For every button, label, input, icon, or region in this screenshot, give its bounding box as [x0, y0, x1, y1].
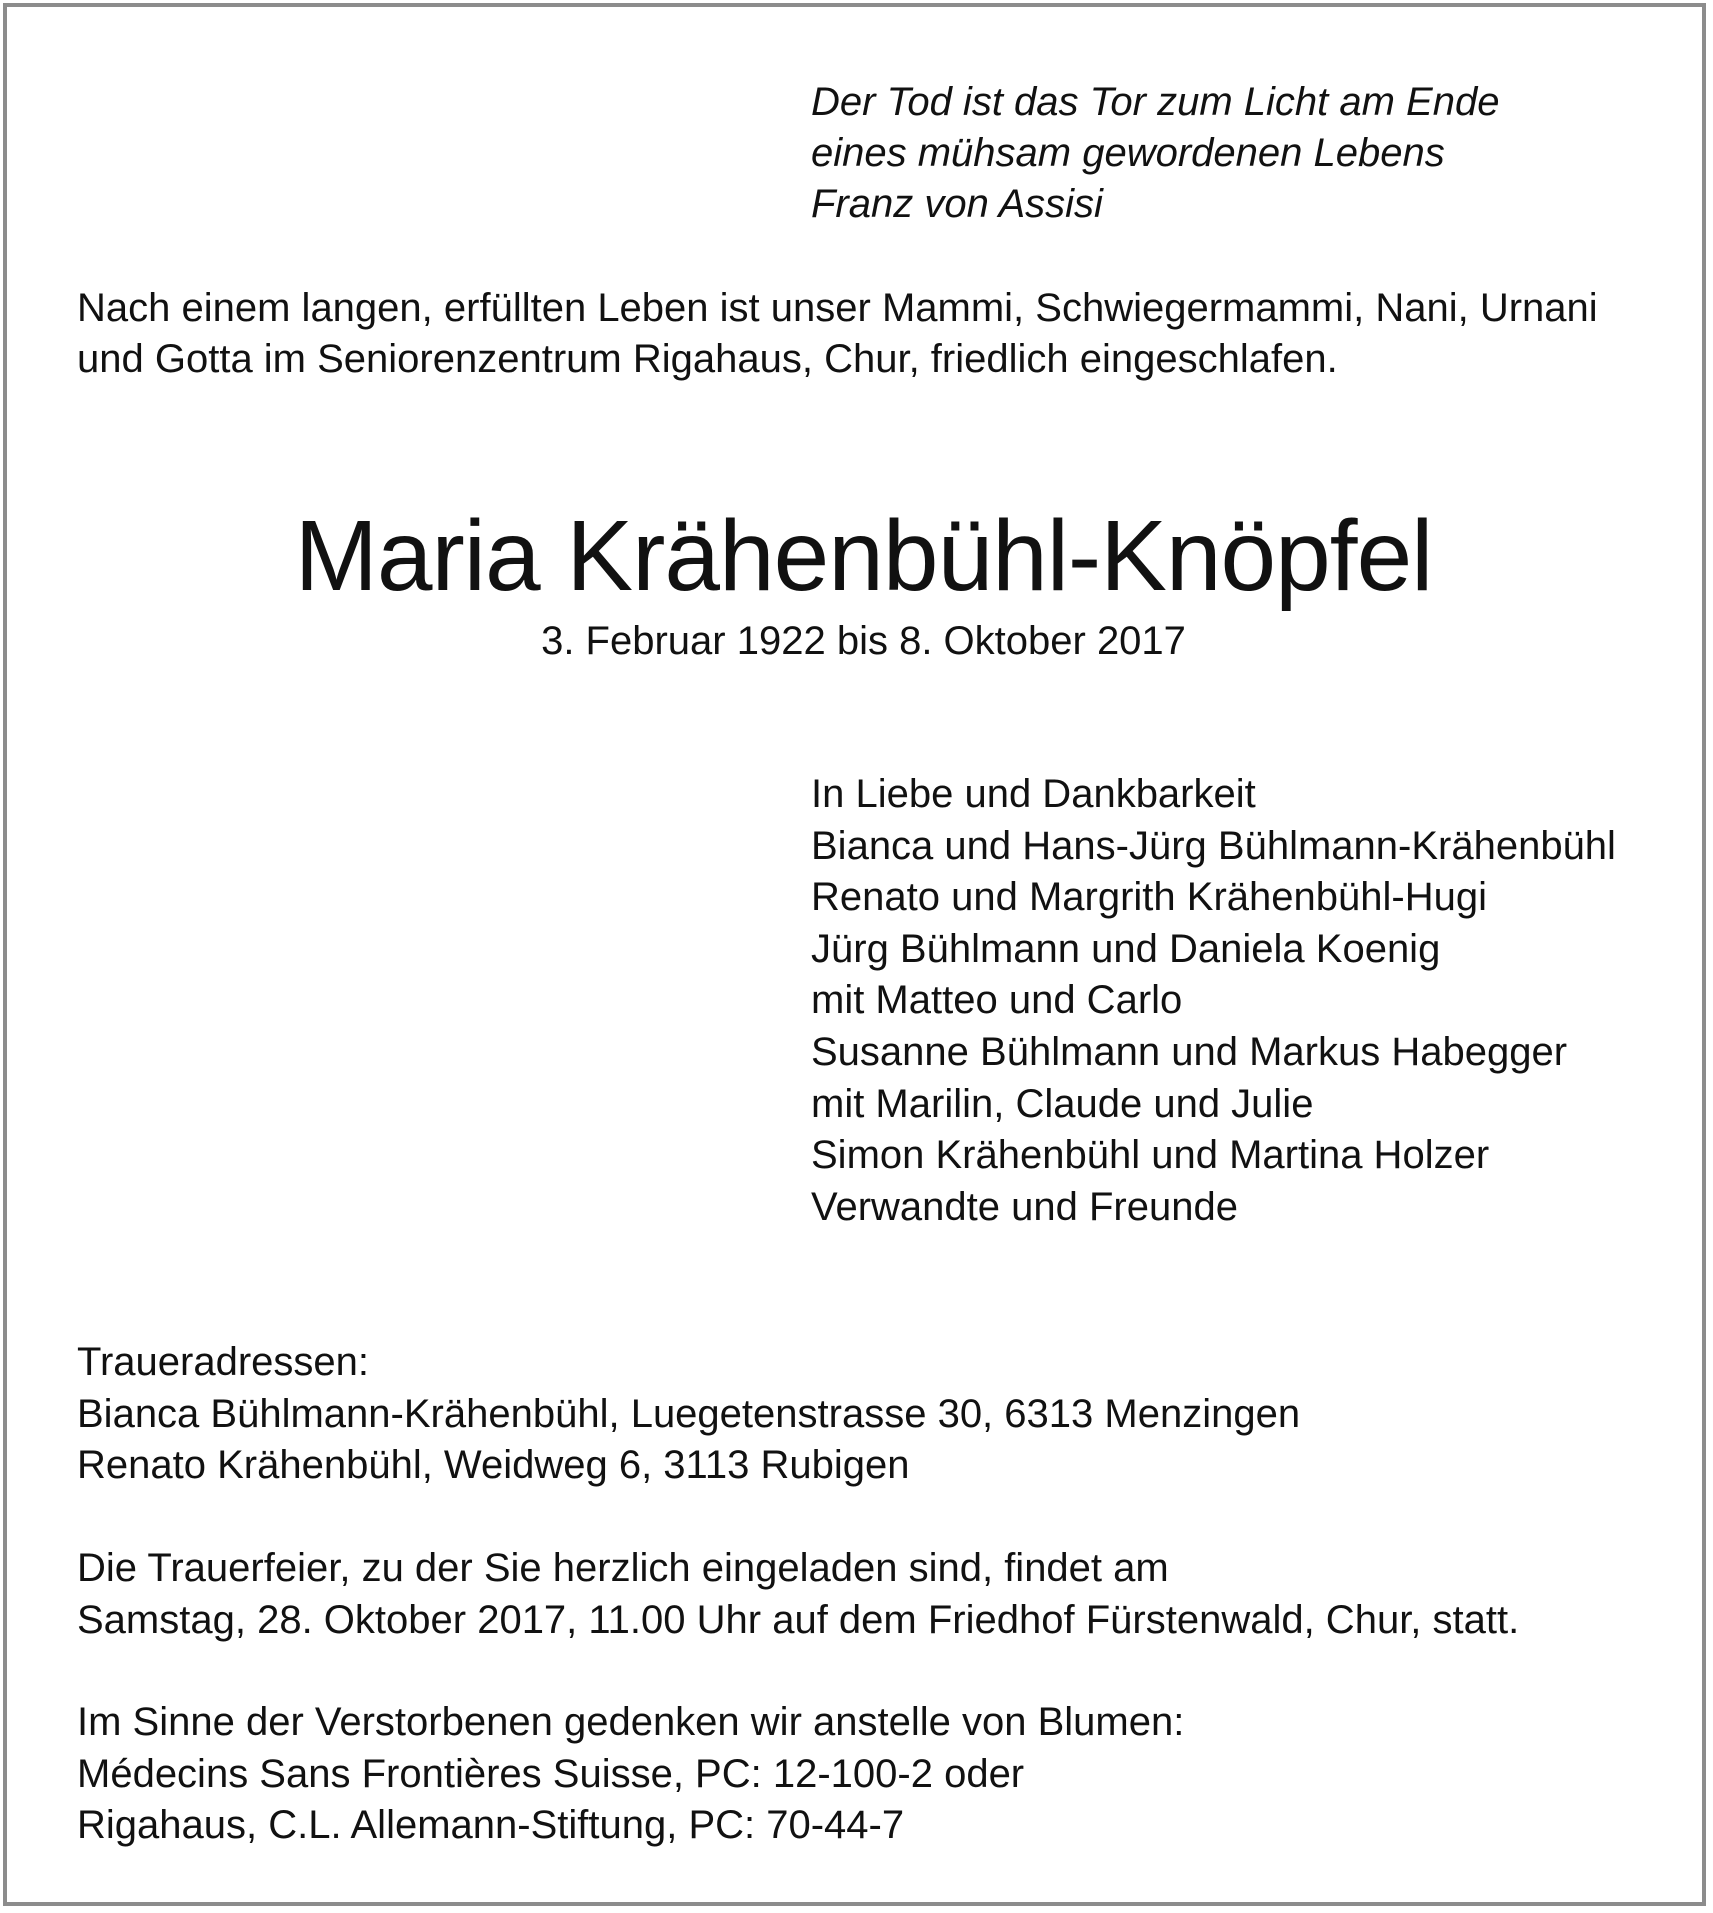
mourner-line: mit Marilin, Claude und Julie	[811, 1081, 1314, 1126]
intro-line: und Gotta im Seniorenzentrum Rigahaus, Chur, friedlich eingeschlafen.	[77, 337, 1338, 381]
address-line: Bianca Bühlmann-Krähenbühl, Luegetenstrasse 30, 6313 Menzingen	[77, 1391, 1301, 1436]
motto-author: Franz von Assisi	[811, 182, 1103, 226]
motto-line: Der Tod ist das Tor zum Licht am Ende	[811, 80, 1500, 124]
intro-line: Nach einem langen, erfüllten Leben ist unser Mammi, Schwiegermammi, Nani, Urnani	[77, 286, 1598, 330]
donation-line: Rigahaus, C.L. Allemann-Stiftung, PC: 70-44-7	[77, 1803, 905, 1848]
deceased-name: Maria Krähenbühl-Knöpfel	[294, 500, 1433, 612]
intro-paragraph	[77, 283, 1598, 385]
mourner-line: Bianca und Hans-Jürg Bühlmann-Krähenbühl	[811, 823, 1616, 868]
mourners-list	[811, 769, 1616, 1233]
mourner-line: Verwandte und Freunde	[811, 1184, 1238, 1229]
donation-heading: Im Sinne der Verstorbenen gedenken wir anstelle von Blumen:	[77, 1700, 1185, 1744]
ceremony-line: Die Trauerfeier, zu der Sie herzlich eingeladen sind, findet am	[77, 1546, 1169, 1590]
life-dates: 3. Februar 1922 bis 8. Oktober 2017	[541, 619, 1186, 663]
motto-quote	[811, 77, 1499, 230]
mourner-line: Renato und Margrith Krähenbühl-Hugi	[811, 875, 1487, 920]
mourner-line: mit Matteo und Carlo	[811, 978, 1183, 1023]
addresses-heading: Traueradressen:	[77, 1340, 369, 1384]
donation-line: Médecins Sans Frontières Suisse, PC: 12-100-2 oder	[77, 1751, 1025, 1796]
mourner-line: Jürg Bühlmann und Daniela Koenig	[811, 926, 1441, 971]
funeral-ceremony-info	[77, 1543, 1519, 1646]
ceremony-line: Samstag, 28. Oktober 2017, 11.00 Uhr auf dem Friedhof Fürstenwald, Chur, statt.	[77, 1597, 1520, 1642]
motto-line: eines mühsam gewordenen Lebens	[811, 131, 1445, 175]
obituary-frame	[3, 3, 1706, 1906]
mourners-heading: In Liebe und Dankbarkeit	[811, 772, 1256, 816]
address-line: Renato Krähenbühl, Weidweg 6, 3113 Rubigen	[77, 1443, 910, 1488]
mourner-line: Susanne Bühlmann und Markus Habegger	[811, 1029, 1568, 1074]
donation-info	[77, 1697, 1184, 1852]
mourning-addresses	[77, 1337, 1300, 1492]
mourner-line: Simon Krähenbühl und Martina Holzer	[811, 1133, 1490, 1178]
